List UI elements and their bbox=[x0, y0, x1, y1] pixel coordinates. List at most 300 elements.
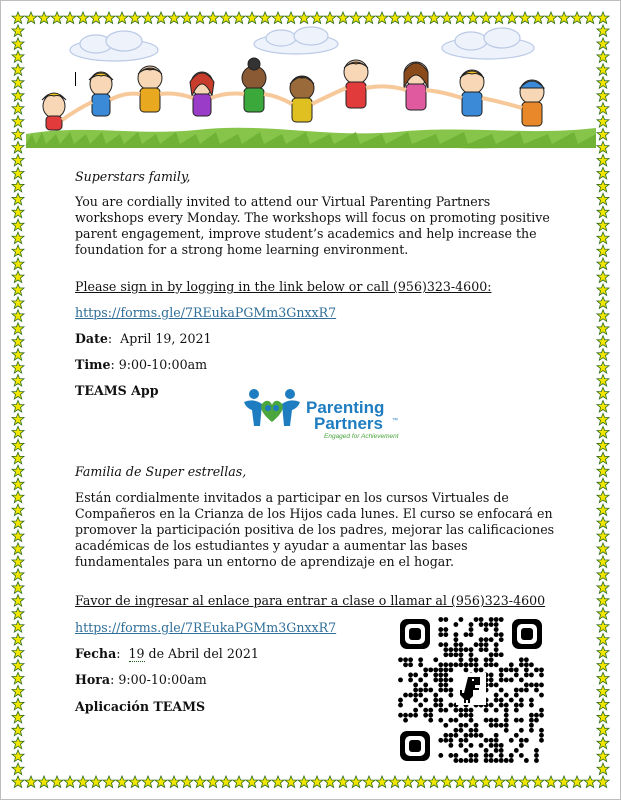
border-star bbox=[12, 219, 24, 231]
qr-module bbox=[433, 657, 438, 662]
border-star bbox=[155, 12, 167, 24]
qr-module bbox=[484, 627, 489, 632]
qr-module bbox=[534, 758, 539, 763]
qr-module bbox=[423, 683, 428, 688]
qr-module bbox=[494, 683, 499, 688]
border-star bbox=[363, 12, 375, 24]
border-star bbox=[298, 776, 310, 788]
qr-module bbox=[504, 713, 509, 718]
english-intro: You are cordially invited to attend our Virtual Parenting Partners workshops every Monday. The workshops will focus on promoting positive parent engagement, improve student’s academics and help increase the foundation for a strong home learning environment. bbox=[75, 194, 550, 257]
border-star bbox=[519, 776, 531, 788]
border-star bbox=[376, 776, 388, 788]
qr-module bbox=[443, 723, 448, 728]
border-star bbox=[103, 776, 115, 788]
parenting-partners-logo bbox=[240, 386, 410, 442]
qr-module bbox=[519, 662, 524, 667]
qr-module bbox=[423, 688, 428, 693]
qr-module bbox=[459, 708, 464, 713]
border-star bbox=[597, 763, 609, 775]
qr-module bbox=[484, 748, 489, 753]
border-star bbox=[415, 12, 427, 24]
qr-module bbox=[479, 743, 484, 748]
qr-module bbox=[448, 688, 453, 693]
qr-module bbox=[534, 748, 539, 753]
qr-module bbox=[464, 733, 469, 738]
border-star bbox=[350, 12, 362, 24]
aplicacion-label: Aplicación TEAMS bbox=[75, 699, 206, 714]
app-label: TEAMS App bbox=[75, 383, 159, 398]
spanish-time: Hora: 9:00-10:00am bbox=[75, 672, 207, 687]
qr-module bbox=[499, 698, 504, 703]
border-star bbox=[597, 323, 609, 335]
qr-module bbox=[453, 758, 458, 763]
qr-module bbox=[398, 713, 403, 718]
qr-module bbox=[423, 667, 428, 672]
border-star bbox=[597, 38, 609, 50]
border-star bbox=[597, 245, 609, 257]
border-star bbox=[454, 776, 466, 788]
qr-module bbox=[408, 713, 413, 718]
border-star bbox=[454, 12, 466, 24]
qr-module bbox=[398, 703, 403, 708]
border-star bbox=[38, 12, 50, 24]
border-star bbox=[597, 569, 609, 581]
qr-module bbox=[418, 688, 423, 693]
qr-module bbox=[499, 652, 504, 657]
qr-module bbox=[443, 642, 448, 647]
border-star bbox=[597, 698, 609, 710]
qr-module bbox=[474, 667, 479, 672]
border-star bbox=[12, 77, 24, 89]
qr-module bbox=[479, 642, 484, 647]
qr-module bbox=[464, 758, 469, 763]
border-star bbox=[311, 776, 323, 788]
border-star bbox=[597, 401, 609, 413]
qr-module bbox=[479, 667, 484, 672]
border-star bbox=[337, 776, 349, 788]
border-star bbox=[12, 737, 24, 749]
qr-module bbox=[539, 683, 544, 688]
qr-module bbox=[418, 678, 423, 683]
qr-module bbox=[459, 743, 464, 748]
qr-module bbox=[529, 662, 534, 667]
border-star bbox=[12, 154, 24, 166]
qr-module bbox=[504, 693, 509, 698]
qr-module bbox=[474, 753, 479, 758]
border-star bbox=[12, 336, 24, 348]
date-label: Date bbox=[75, 331, 108, 346]
border-star bbox=[415, 776, 427, 788]
time-value: 9:00-10:00am bbox=[118, 357, 208, 372]
border-star bbox=[12, 401, 24, 413]
qr-module bbox=[499, 667, 504, 672]
border-star bbox=[597, 711, 609, 723]
qr-module bbox=[499, 632, 504, 637]
qr-module bbox=[433, 703, 438, 708]
border-star bbox=[558, 776, 570, 788]
border-star bbox=[12, 569, 24, 581]
qr-module bbox=[438, 718, 443, 723]
qr-module bbox=[494, 632, 499, 637]
qr-module bbox=[514, 733, 519, 738]
border-star bbox=[12, 232, 24, 244]
border-star bbox=[584, 776, 596, 788]
qr-module bbox=[443, 688, 448, 693]
qr-module bbox=[438, 738, 443, 743]
border-star bbox=[597, 465, 609, 477]
spanish-app bbox=[75, 699, 205, 715]
qr-module bbox=[499, 748, 504, 753]
border-star bbox=[25, 12, 37, 24]
qr-module bbox=[438, 632, 443, 637]
spanish-form-link[interactable]: https://forms.gle/7REukaPGMm3GnxxR7 bbox=[75, 620, 337, 635]
qr-module bbox=[403, 657, 408, 662]
border-star bbox=[12, 38, 24, 50]
qr-module bbox=[464, 713, 469, 718]
border-star bbox=[467, 12, 479, 24]
qr-module bbox=[469, 728, 474, 733]
border-star bbox=[38, 776, 50, 788]
border-star bbox=[597, 12, 609, 24]
border-star bbox=[597, 271, 609, 283]
time-label: Time bbox=[75, 357, 111, 372]
qr-module bbox=[459, 652, 464, 657]
qr-module bbox=[489, 622, 494, 627]
border-star bbox=[493, 12, 505, 24]
border-star bbox=[597, 750, 609, 762]
qr-module bbox=[479, 617, 484, 622]
qr-module bbox=[494, 693, 499, 698]
border-star bbox=[545, 776, 557, 788]
qr-module bbox=[534, 713, 539, 718]
fecha-day: 19 bbox=[128, 646, 145, 661]
qr-module bbox=[509, 662, 514, 667]
qr-module bbox=[504, 723, 509, 728]
qr-module bbox=[398, 678, 403, 683]
border-star bbox=[597, 193, 609, 205]
qr-module bbox=[514, 688, 519, 693]
border-star bbox=[25, 776, 37, 788]
border-star bbox=[532, 12, 544, 24]
qr-module bbox=[494, 698, 499, 703]
border-star bbox=[519, 12, 531, 24]
border-star bbox=[597, 116, 609, 128]
qr-module bbox=[438, 708, 443, 713]
border-star bbox=[597, 336, 609, 348]
qr-module bbox=[489, 662, 494, 667]
border-star bbox=[597, 621, 609, 633]
qr-module bbox=[464, 723, 469, 728]
border-star bbox=[12, 180, 24, 192]
qr-module bbox=[474, 728, 479, 733]
qr-module bbox=[469, 652, 474, 657]
border-star bbox=[181, 12, 193, 24]
qr-module bbox=[443, 647, 448, 652]
qr-module bbox=[529, 672, 534, 677]
qr-module bbox=[443, 662, 448, 667]
qr-module bbox=[484, 708, 489, 713]
qr-module bbox=[539, 713, 544, 718]
qr-module bbox=[494, 652, 499, 657]
border-star bbox=[597, 375, 609, 387]
border-star bbox=[51, 12, 63, 24]
qr-module bbox=[494, 738, 499, 743]
border-star bbox=[233, 12, 245, 24]
english-form-link[interactable]: https://forms.gle/7REukaPGMm3GnxxR7 bbox=[75, 305, 337, 320]
border-star bbox=[12, 64, 24, 76]
qr-module bbox=[499, 637, 504, 642]
qr-module bbox=[489, 738, 494, 743]
border-star bbox=[12, 660, 24, 672]
qr-module bbox=[413, 693, 418, 698]
border-star bbox=[207, 12, 219, 24]
qr-module bbox=[539, 733, 544, 738]
border-star bbox=[12, 103, 24, 115]
spanish-date: Fecha: 19 de Abril del 2021 bbox=[75, 646, 259, 661]
qr-module bbox=[433, 667, 438, 672]
qr-module bbox=[504, 728, 509, 733]
qr-module bbox=[479, 622, 484, 627]
qr-module bbox=[448, 738, 453, 743]
english-time: Time: 9:00-10:00am bbox=[75, 357, 208, 372]
qr-module bbox=[484, 657, 489, 662]
border-star bbox=[311, 12, 323, 24]
qr-module bbox=[448, 678, 453, 683]
qr-module bbox=[519, 718, 524, 723]
qr-module bbox=[453, 733, 458, 738]
qr-module bbox=[524, 688, 529, 693]
border-star bbox=[12, 129, 24, 141]
qr-module bbox=[484, 647, 489, 652]
border-star bbox=[597, 103, 609, 115]
border-star bbox=[584, 12, 596, 24]
qr-module bbox=[428, 718, 433, 723]
border-star bbox=[506, 12, 518, 24]
qr-module bbox=[499, 758, 504, 763]
qr-module bbox=[448, 743, 453, 748]
qr-module bbox=[519, 688, 524, 693]
qr-module bbox=[418, 703, 423, 708]
border-star bbox=[597, 129, 609, 141]
border-star bbox=[12, 51, 24, 63]
border-star bbox=[12, 375, 24, 387]
border-star bbox=[545, 12, 557, 24]
border-star bbox=[597, 167, 609, 179]
qr-module bbox=[499, 678, 504, 683]
border-star bbox=[597, 660, 609, 672]
border-star bbox=[12, 672, 24, 684]
border-star bbox=[12, 271, 24, 283]
qr-module bbox=[443, 632, 448, 637]
qr-module bbox=[428, 708, 433, 713]
qr-module bbox=[489, 723, 494, 728]
qr-module bbox=[494, 662, 499, 667]
border-star bbox=[597, 64, 609, 76]
qr-module bbox=[413, 688, 418, 693]
border-star bbox=[103, 12, 115, 24]
qr-module bbox=[408, 693, 413, 698]
border-star bbox=[597, 685, 609, 697]
qr-module bbox=[534, 667, 539, 672]
border-star bbox=[597, 219, 609, 231]
border-star bbox=[12, 323, 24, 335]
qr-module bbox=[494, 647, 499, 652]
qr-module bbox=[489, 617, 494, 622]
qr-module bbox=[438, 698, 443, 703]
border-star bbox=[298, 12, 310, 24]
qr-module bbox=[408, 678, 413, 683]
border-star bbox=[12, 284, 24, 296]
qr-module bbox=[539, 728, 544, 733]
border-star bbox=[220, 776, 232, 788]
qr-module bbox=[519, 678, 524, 683]
qr-module bbox=[539, 672, 544, 677]
qr-module bbox=[443, 667, 448, 672]
border-star bbox=[389, 12, 401, 24]
border-star bbox=[12, 25, 24, 37]
qr-module bbox=[499, 617, 504, 622]
qr-module bbox=[519, 728, 524, 733]
border-star bbox=[246, 776, 258, 788]
qr-module bbox=[479, 637, 484, 642]
qr-module bbox=[459, 617, 464, 622]
border-star bbox=[12, 310, 24, 322]
border-star bbox=[285, 776, 297, 788]
border-star bbox=[597, 90, 609, 102]
qr-module bbox=[469, 657, 474, 662]
border-star bbox=[493, 776, 505, 788]
qr-module bbox=[504, 678, 509, 683]
border-star bbox=[12, 750, 24, 762]
qr-module bbox=[524, 672, 529, 677]
qr-module bbox=[448, 733, 453, 738]
border-star bbox=[12, 763, 24, 775]
border-star bbox=[441, 12, 453, 24]
qr-code[interactable] bbox=[398, 617, 544, 763]
border-star bbox=[12, 556, 24, 568]
qr-module bbox=[438, 627, 443, 632]
border-star bbox=[597, 310, 609, 322]
family-figures-icon bbox=[244, 389, 300, 426]
english-greeting: Superstars family, bbox=[75, 169, 191, 184]
border-star bbox=[597, 556, 609, 568]
border-star bbox=[571, 776, 583, 788]
border-star bbox=[64, 12, 76, 24]
border-star bbox=[597, 595, 609, 607]
qr-module bbox=[464, 738, 469, 743]
qr-module bbox=[534, 753, 539, 758]
qr-module bbox=[464, 667, 469, 672]
border-star bbox=[272, 12, 284, 24]
qr-module bbox=[413, 698, 418, 703]
border-star bbox=[480, 776, 492, 788]
border-star bbox=[597, 452, 609, 464]
border-star bbox=[12, 504, 24, 515]
border-star bbox=[597, 362, 609, 374]
border-star bbox=[12, 582, 24, 594]
qr-module bbox=[469, 627, 474, 632]
qr-module bbox=[428, 713, 433, 718]
qr-module bbox=[464, 647, 469, 652]
border-star bbox=[597, 478, 609, 490]
qr-module bbox=[459, 662, 464, 667]
qr-module bbox=[499, 703, 504, 708]
qr-module bbox=[529, 683, 534, 688]
hora-value: 9:00-10:00am bbox=[118, 672, 207, 687]
qr-module bbox=[529, 703, 534, 708]
border-star bbox=[77, 12, 89, 24]
border-star bbox=[116, 12, 128, 24]
qr-module bbox=[469, 647, 474, 652]
qr-module bbox=[529, 723, 534, 728]
border-star bbox=[51, 776, 63, 788]
border-star bbox=[285, 12, 297, 24]
border-star bbox=[168, 12, 180, 24]
qr-module bbox=[443, 652, 448, 657]
border-star bbox=[597, 608, 609, 620]
qr-module bbox=[438, 703, 443, 708]
border-star bbox=[597, 634, 609, 646]
border-star bbox=[324, 776, 336, 788]
border-star bbox=[116, 776, 128, 788]
border-star bbox=[12, 517, 24, 529]
qr-module bbox=[453, 632, 458, 637]
border-star bbox=[402, 12, 414, 24]
border-star bbox=[597, 206, 609, 218]
qr-module bbox=[428, 688, 433, 693]
qr-module bbox=[489, 637, 494, 642]
qr-module bbox=[459, 728, 464, 733]
qr-module bbox=[499, 723, 504, 728]
qr-module bbox=[448, 667, 453, 672]
qr-module bbox=[459, 758, 464, 763]
border-star bbox=[12, 724, 24, 736]
english-app bbox=[75, 383, 159, 399]
qr-module bbox=[403, 662, 408, 667]
qr-module bbox=[509, 758, 514, 763]
border-star bbox=[597, 543, 609, 555]
qr-module bbox=[509, 753, 514, 758]
qr-module bbox=[474, 617, 479, 622]
qr-module bbox=[469, 622, 474, 627]
border-star bbox=[12, 142, 24, 154]
border-star bbox=[12, 245, 24, 257]
dinosaur-icon bbox=[456, 673, 486, 705]
qr-module bbox=[504, 758, 509, 763]
qr-module bbox=[494, 708, 499, 713]
english-signin-instructions: Please sign in by logging in the link below or call (956)323-4600: bbox=[75, 279, 492, 294]
border-star bbox=[597, 284, 609, 296]
qr-module bbox=[453, 622, 458, 627]
qr-module bbox=[524, 662, 529, 667]
qr-module bbox=[494, 718, 499, 723]
qr-module bbox=[489, 683, 494, 688]
qr-module bbox=[474, 657, 479, 662]
qr-module bbox=[433, 678, 438, 683]
qr-module bbox=[514, 718, 519, 723]
spanish-greeting: Familia de Super estrellas, bbox=[75, 464, 247, 479]
qr-module bbox=[474, 758, 479, 763]
qr-module bbox=[474, 662, 479, 667]
qr-module bbox=[413, 672, 418, 677]
qr-module bbox=[413, 708, 418, 713]
qr-module bbox=[418, 693, 423, 698]
qr-module bbox=[484, 738, 489, 743]
qr-module bbox=[489, 758, 494, 763]
qr-module bbox=[423, 713, 428, 718]
qr-module bbox=[519, 698, 524, 703]
qr-module bbox=[489, 703, 494, 708]
